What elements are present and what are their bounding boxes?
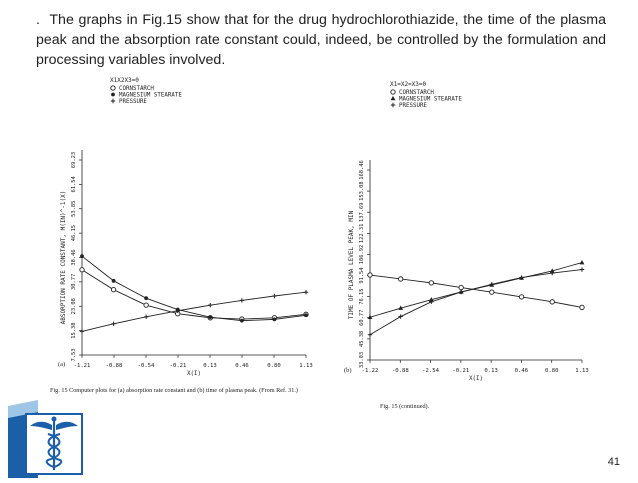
panel-b-x-tick-label: 0.46: [514, 368, 529, 374]
intro-text: The graphs in Fig.15 show that for the drug hydrochlorothiazide, the time of the plasma peak and the absorption rate constant could, indeed, be controlled by the formulation and processing variables involved.: [36, 12, 606, 68]
panel-b-data-point: [398, 277, 402, 281]
panel-a-x-tick-label: 0.80: [267, 363, 281, 369]
panel-b-data-point: [550, 300, 554, 304]
panel-a-y-tick-label: 46.15: [71, 225, 77, 242]
fig-15-charts: [50, 70, 618, 422]
panel-b-data-point: [368, 333, 372, 337]
panel-a-data-point: [80, 268, 84, 272]
panel-b-legend-marker: [391, 103, 395, 107]
panel-b-x-tick-label: 0.13: [484, 368, 498, 374]
panel-a-x-tick-label: 0.13: [203, 363, 217, 369]
panel-a-header: X1X2X3=0: [110, 77, 139, 84]
panel-a-series-line: [82, 292, 306, 331]
panel-b-x-tick-label: 1.13: [575, 368, 589, 374]
panel-a-y-tick-label: 23.08: [71, 298, 77, 315]
panel-a-x-tick-label: 1.13: [299, 363, 313, 369]
panel-b-y-tick-label: 76.15: [359, 288, 365, 305]
panel-a-legend-label: PRESSURE: [119, 99, 147, 105]
panel-a-tag: (a): [58, 361, 66, 368]
panel-a-x-tick-label: 0.46: [235, 363, 249, 369]
panel-a-data-point: [80, 254, 84, 258]
panel-b-x-tick-label: 0.80: [544, 368, 559, 374]
panel-a-x-tick-label: -0.54: [137, 363, 155, 369]
panel-a-data-point: [208, 303, 212, 307]
panel-a-data-point: [144, 315, 148, 319]
panel-b-legend-marker: [391, 90, 395, 94]
panel-b-y-tick-label: 153.08: [359, 181, 365, 201]
panel-b-y-tick-label: 168.46: [359, 160, 365, 180]
panel-a-data-point: [240, 319, 244, 323]
panel-a-data-point: [240, 298, 244, 302]
panel-b-data-point: [580, 305, 584, 309]
panel-b-data-point: [580, 260, 585, 264]
panel-a-y-tick-label: 61.54: [71, 176, 77, 193]
bullet-mark: .: [36, 12, 40, 28]
panel-a-legend-label: CORNSTARCH: [119, 86, 154, 92]
panel-a-y-tick-label: 69.23: [71, 151, 77, 169]
panel-a-caption: Fig. 15 Computer plots for (a) absorption rate constant and (b) time of plasma peak. (From Ref. 31.): [50, 387, 298, 394]
logo-staff-top: [52, 417, 57, 422]
panel-a-y-label: ABSORPTION RATE CONSTANT, M(IN)^-1(X): [60, 190, 67, 325]
panel-b-x-tick-label: -2.54: [422, 368, 439, 374]
panel-b-data-point: [519, 295, 523, 299]
panel-a-data-point: [304, 313, 308, 317]
panel-a-y-tick-label: 7.53: [71, 348, 77, 362]
panel-a-x-tick-label: -0.21: [169, 363, 187, 369]
panel-b-y-tick-label: 122.31: [359, 223, 365, 244]
panel-a-y-tick-label: 15.38: [71, 322, 77, 339]
caduceus-logo: [8, 400, 98, 483]
panel-b-x-tick-label: -1.22: [361, 368, 379, 374]
panel-a-y-tick-label: 53.85: [71, 200, 77, 217]
panel-b-data-point: [398, 314, 402, 318]
panel-b-data-point: [459, 285, 463, 289]
panel-b-x-tick-label: -0.21: [452, 368, 470, 374]
panel-a-legend-marker: [111, 99, 115, 103]
panel-a-y-tick-label: 38.46: [71, 249, 77, 266]
panel-b-data-point: [429, 281, 433, 285]
panel-b-legend-marker: [391, 96, 396, 100]
panel-b-y-label: TIME OF PLASMA LEVEL PEAK, MIN: [348, 210, 355, 320]
panel-a-data-point: [304, 290, 308, 294]
panel-a-x-label: X(I): [187, 371, 201, 377]
panel-a-data-point: [111, 322, 115, 326]
panel-a-y-tick-label: 30.77: [71, 273, 77, 290]
panel-a-data-point: [144, 303, 148, 307]
panel-b-y-tick-label: 106.92: [359, 244, 365, 265]
panel-a-series-line: [82, 270, 306, 319]
panel-b-caption: Fig. 15 (continued).: [380, 403, 430, 410]
panel-a-data-point: [80, 329, 84, 333]
panel-b-y-tick-label: 45.38: [359, 330, 365, 348]
panel-b-header: X1=X2=X3=0: [390, 81, 427, 88]
panel-b-y-tick-label: 91.54: [359, 267, 365, 284]
panel-a-data-point: [144, 296, 148, 300]
panel-a-legend-marker: [111, 93, 115, 97]
panel-a-data-point: [112, 279, 116, 283]
panel-a-data-point: [273, 317, 277, 321]
panel-b-x-label: X(I): [469, 376, 483, 382]
panel-b-legend-label: CORNSTARCH: [399, 90, 434, 96]
panel-b-legend-label: PRESSURE: [399, 103, 427, 109]
panel-b-y-tick-label: 60.77: [359, 309, 365, 326]
panel-a-data-point: [111, 287, 115, 291]
panel-b-legend-label: MAGNESIUM STEARATE: [399, 96, 462, 103]
panel-b-y-tick-label: 137.69: [359, 202, 365, 222]
intro-paragraph: [36, 10, 606, 70]
panel-a-x-tick-label: -0.88: [105, 363, 123, 369]
panel-a-legend-label: MAGNESIUM STEARATE: [119, 92, 182, 99]
panel-b-x-tick-label: -0.88: [391, 368, 409, 374]
panel-a-data-point: [272, 294, 276, 298]
page-number: 41: [607, 456, 620, 468]
panel-a-x-tick-label: -1.21: [73, 363, 91, 369]
fig-15-image: [50, 70, 618, 422]
panel-b-data-point: [368, 273, 372, 277]
panel-b-data-point: [580, 267, 584, 271]
panel-b-y-tick-label: 33.03: [359, 351, 365, 369]
panel-a-data-point: [208, 315, 212, 319]
panel-b-data-point: [490, 290, 494, 294]
panel-a-legend-marker: [111, 86, 115, 90]
panel-b-tag: (b): [344, 367, 352, 374]
